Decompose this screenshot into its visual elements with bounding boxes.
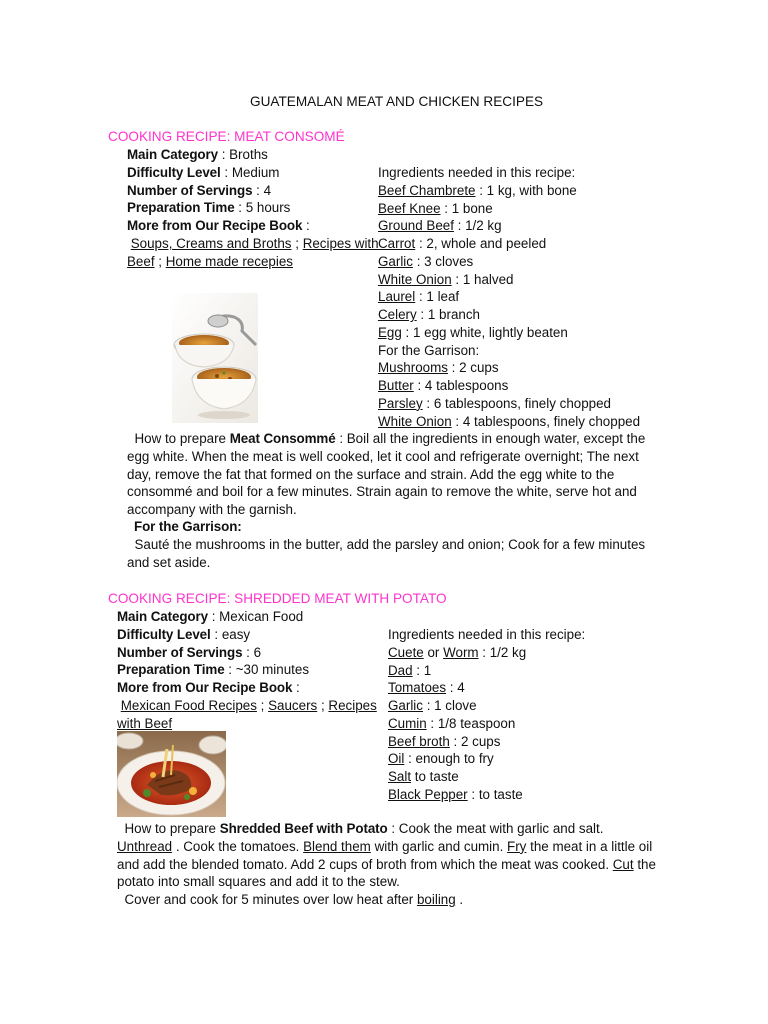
recipe2-links: Mexican Food Recipes ; Saucers ; Recipes xyxy=(120,697,377,713)
link-soups-creams-broths[interactable]: Soups, Creams and Broths xyxy=(130,235,292,251)
recipe2-heading: COOKING RECIPE: SHREDDED MEAT WITH POTATO xyxy=(108,591,447,606)
link-mexican-food-recipes[interactable]: Mexican Food Recipes xyxy=(120,697,257,713)
link-saucers[interactable]: Saucers xyxy=(268,697,318,713)
recipe2-servings: Number of Servings : 6 xyxy=(117,644,262,660)
dish-name: Meat Consommé xyxy=(229,431,336,446)
recipe1-main-category: Main Category : Broths xyxy=(127,147,268,162)
recipe2-info xyxy=(117,608,377,733)
recipe1-ingredients xyxy=(378,164,640,430)
ingredient-item: Garlic : 3 cloves xyxy=(378,253,474,269)
link-cut[interactable]: Cut xyxy=(612,856,634,872)
link-recipes-with-beef-part1[interactable]: Recipes with xyxy=(302,235,379,251)
ingredient-item: Beef Chambrete : 1 kg, with bone xyxy=(378,182,577,198)
link-recipes-with-beef-part2[interactable]: with Beef xyxy=(117,715,173,731)
garrison-intro: For the Garrison: xyxy=(378,342,480,358)
garrison-item: White Onion : 4 tablespoons, finely chopped xyxy=(378,413,641,429)
garrison-item: Mushrooms : 2 cups xyxy=(378,360,499,376)
recipe2-main-category: Main Category : Mexican Food xyxy=(117,609,304,624)
link-recipes-with-beef-part1[interactable]: Recipes xyxy=(328,697,377,713)
recipe1-links: Soups, Creams and Broths ; Recipes with xyxy=(130,235,379,251)
link-fry[interactable]: Fry xyxy=(507,838,527,854)
link-blend-them[interactable]: Blend them xyxy=(303,838,371,854)
ingredient-item: Cumin : 1/8 teaspoon xyxy=(388,715,516,731)
recipe1-difficulty: Difficulty Level : Medium xyxy=(127,164,280,180)
ingredient-item: Salt to taste xyxy=(388,769,459,784)
ingredient-item: Egg : 1 egg white, lightly beaten xyxy=(378,324,568,340)
recipe2-prep-time: Preparation Time : ~30 minutes xyxy=(117,662,310,678)
ingredient-item: Celery : 1 branch xyxy=(378,307,480,322)
recipe2-ingredients xyxy=(388,626,585,804)
ingredient-item: White Onion : 1 halved xyxy=(378,271,514,287)
garrison-item: Parsley : 6 tablespoons, finely chopped xyxy=(378,395,612,411)
link-boiling[interactable]: boiling xyxy=(416,892,456,908)
ingredient-item: Beef Knee : 1 bone xyxy=(378,200,493,216)
garrison-item: Butter : 4 tablespoons xyxy=(378,378,509,393)
ingredient-item: Beef broth : 2 cups xyxy=(388,733,501,749)
ingredient-item: Ground Beef : 1/2 kg xyxy=(378,218,502,234)
ingredient-item: Garlic : 1 clove xyxy=(388,698,477,713)
ingredient-item: Carrot : 2, whole and peeled xyxy=(378,236,547,251)
recipe1-garrison-heading: For the Garrison: xyxy=(134,519,242,534)
ingredients-intro: Ingredients needed in this recipe: xyxy=(378,165,576,180)
dish-name: Shredded Beef with Potato xyxy=(219,821,388,836)
link-unthread[interactable]: Unthread xyxy=(117,838,173,854)
ingredient-item: Cuete or Worm : 1/2 kg xyxy=(388,644,527,660)
recipe1-servings: Number of Servings : 4 xyxy=(127,182,272,198)
link-home-made-recipes[interactable]: Home made recepies xyxy=(165,253,293,269)
ingredient-item: Tomatoes : 4 xyxy=(388,680,465,696)
ingredient-item: Dad : 1 xyxy=(388,662,432,678)
ingredient-item: Laurel : 1 leaf xyxy=(378,289,460,305)
recipe1-more-from: More from Our Recipe Book : xyxy=(127,218,310,234)
ingredients-intro: Ingredients needed in this recipe: xyxy=(388,627,586,642)
recipe1-heading: COOKING RECIPE: MEAT CONSOMÉ xyxy=(108,129,345,144)
recipe1-instructions: How to prepare Meat Consommé : Boil all the ingredients in enough water, except the egg white. When the meat is well cooked, let it cool and refrigerate overnight; The next day, remove the fat that formed on the surface and strain. Add the egg white to the consommé and boil for a few minutes. Strain again to remove the white, serve hot and accompany with the garnish. xyxy=(127,431,646,518)
recipe1-info: Main Category : Broths Difficulty Level : Medium Number of Servings : 4 Preparation Time : 5 hours More from Our Recipe Book : Soups, Creams and Broths ; Recipes with Beef ; Home made recepies xyxy=(127,147,379,269)
recipe2-instructions: How to prepare Shredded Beef with Potato : Cook the meat with garlic and salt. Unthread . Cook the tomatoes. Blend them with garlic and cumin. Fry the meat in a little oil and add the blended tomato. Add 2 cups of broth from which the meat was cooked. Cut the potato into small squares and add it to the stew. Cover and cook for 5 minutes over low heat after boiling . xyxy=(117,821,656,908)
recipe1-prep-time: Preparation Time : 5 hours xyxy=(127,200,291,216)
recipe2-difficulty: Difficulty Level : easy xyxy=(117,626,251,642)
ingredient-item: Black Pepper : to taste xyxy=(388,786,523,802)
ingredient-item: Oil : enough to fry xyxy=(388,751,494,767)
link-recipes-with-beef-part2[interactable]: Beef xyxy=(127,253,155,269)
recipe1-garrison-instructions: Sauté the mushrooms in the butter, add the parsley and onion; Cook for a few minutes and set aside. xyxy=(127,537,646,570)
consomme-photo xyxy=(172,293,258,423)
shredded-meat-photo xyxy=(117,731,226,817)
recipe2-more-from: More from Our Recipe Book : xyxy=(117,680,300,696)
document-title: GUATEMALAN MEAT AND CHICKEN RECIPES xyxy=(250,94,544,109)
